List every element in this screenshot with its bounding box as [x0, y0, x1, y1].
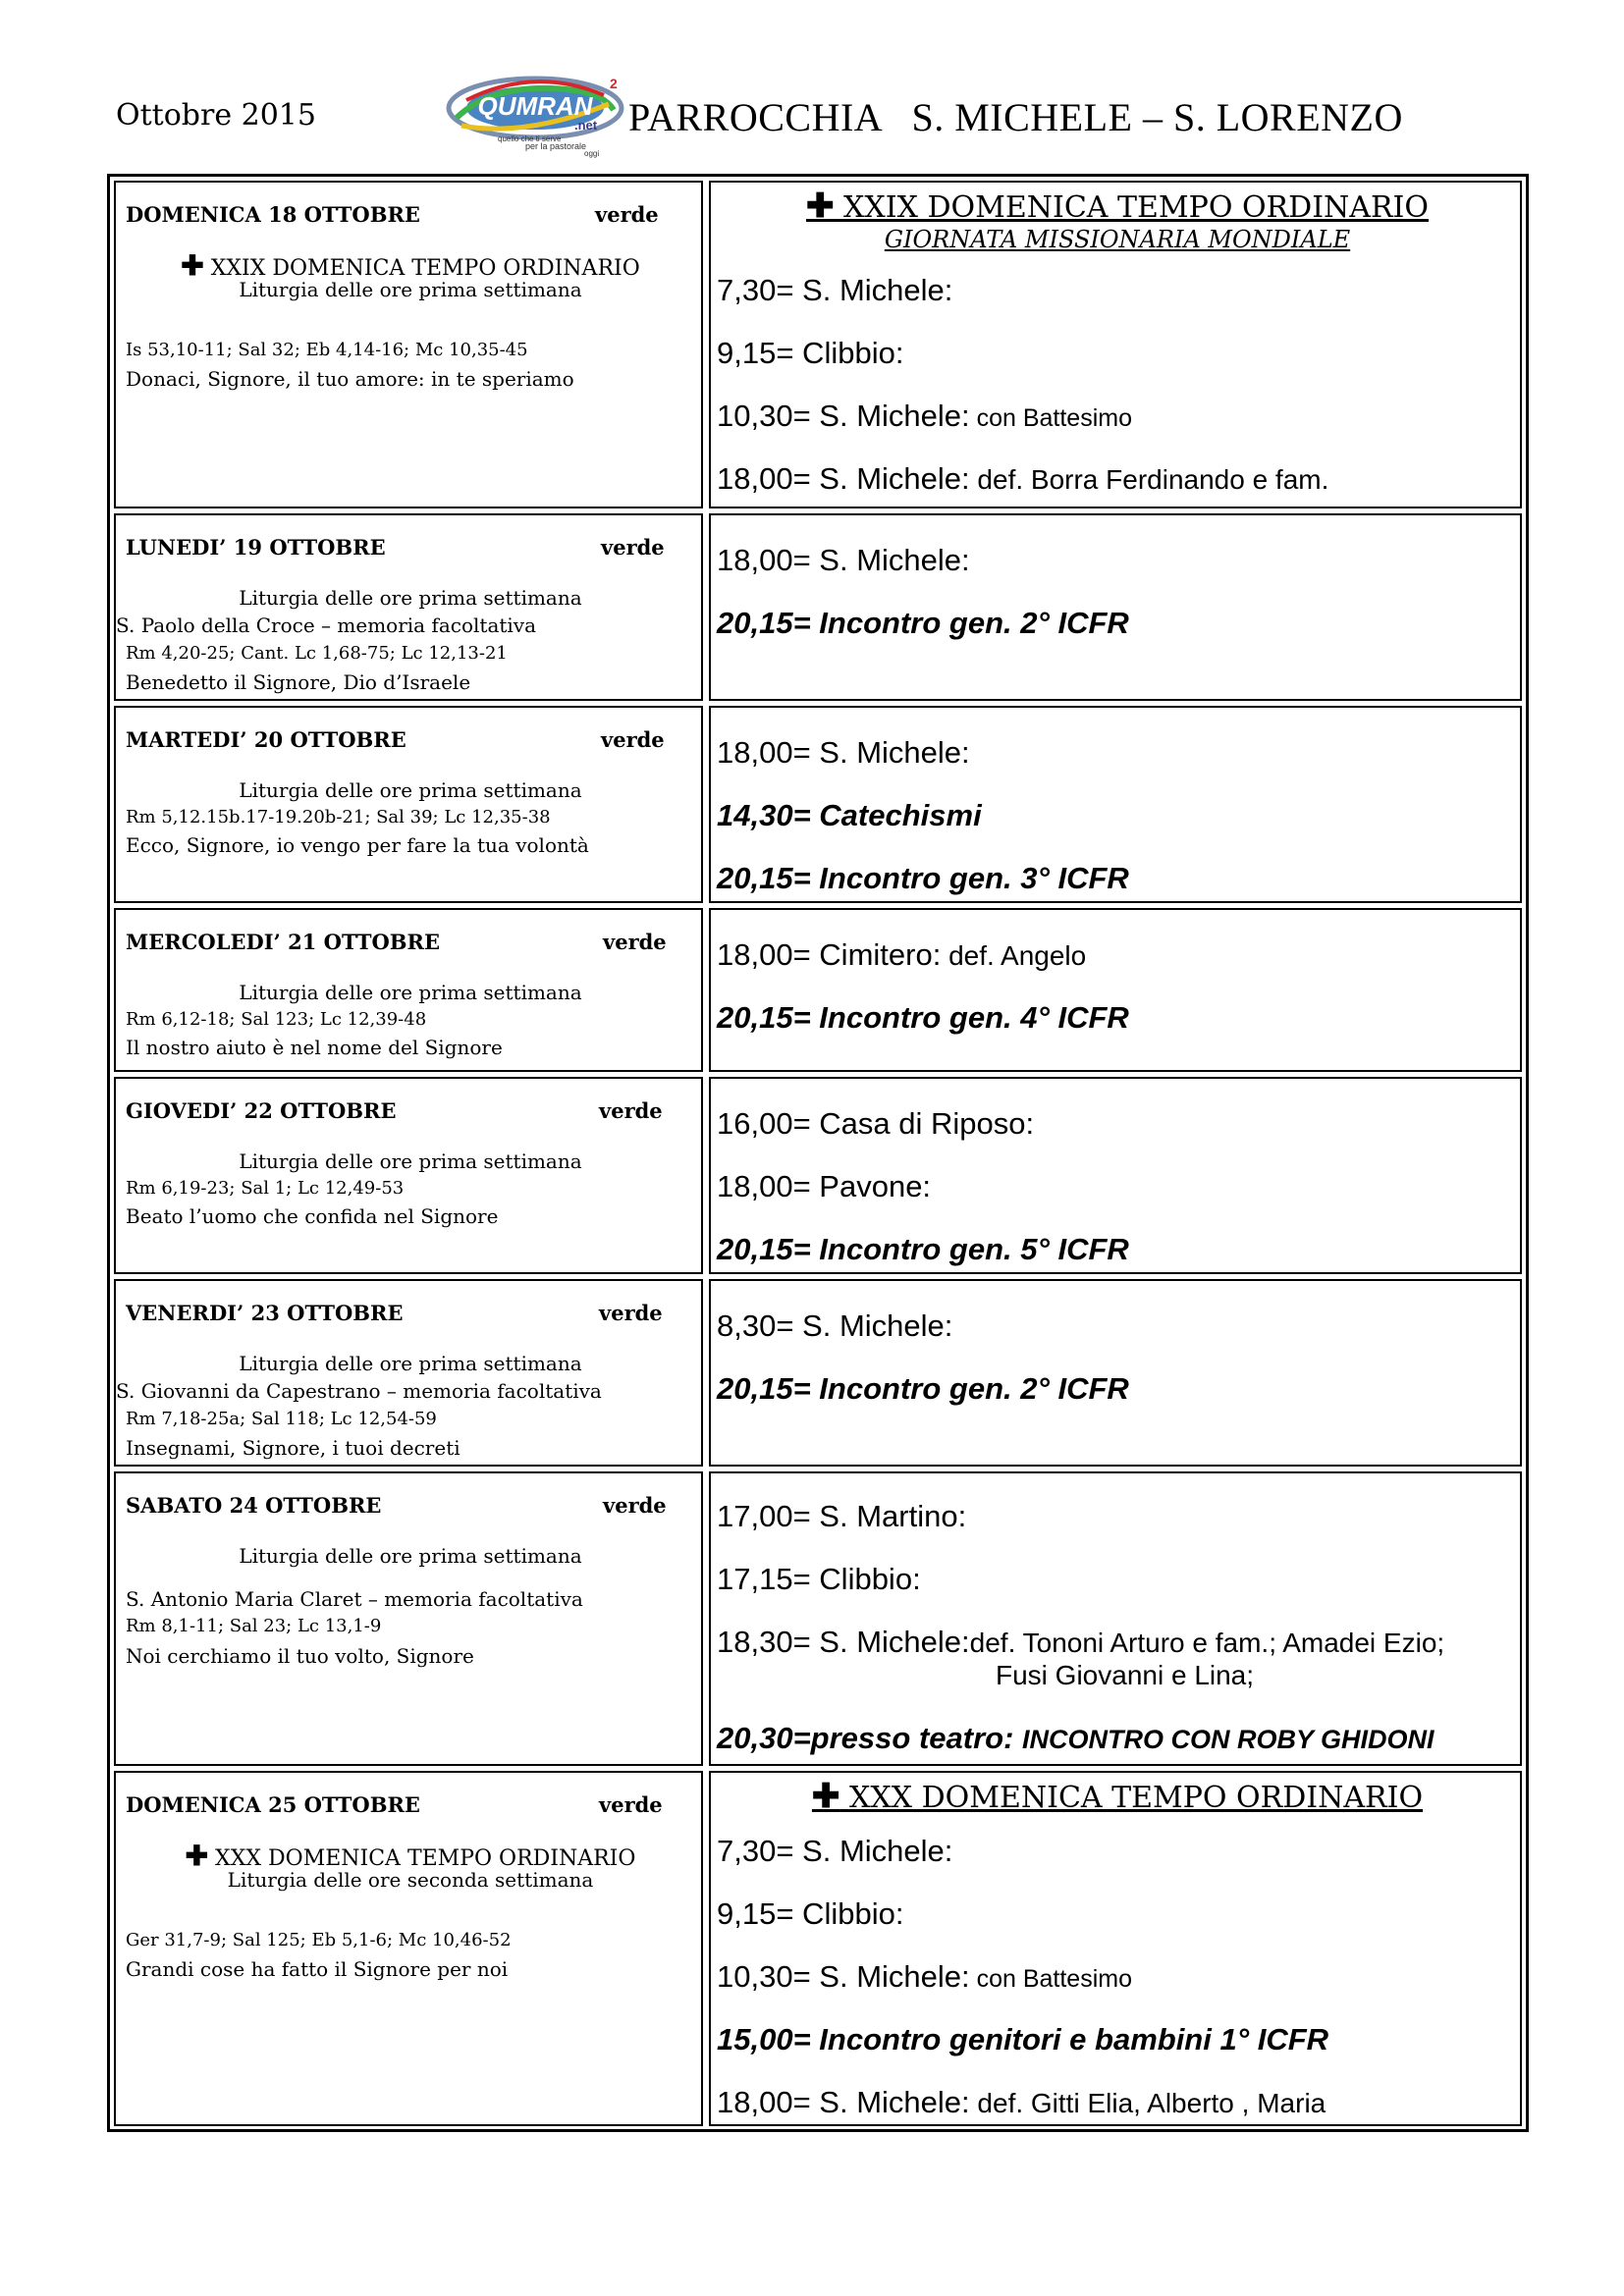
day-info-cell — [114, 706, 703, 903]
day-label: MARTEDI’ 20 OTTOBRE — [126, 727, 406, 752]
day-row-saturday-24 — [114, 1471, 1522, 1766]
day-label: DOMENICA 25 OTTOBRE — [126, 1792, 420, 1817]
right-feast-subtitle: GIORNATA MISSIONARIA MONDIALE — [884, 226, 1351, 253]
psalm-response: Grandi cose ha fatto il Signore per noi — [126, 1957, 509, 1981]
day-info-cell — [114, 181, 703, 508]
memoria: S. Giovanni da Capestrano – memoria facoltativa — [116, 1379, 602, 1403]
feast-title: ✚ XXIX DOMENICA TEMPO ORDINARIO — [181, 249, 640, 282]
day-label: DOMENICA 18 OTTOBRE — [126, 202, 420, 227]
logo-net: .net — [574, 118, 598, 133]
event-line: 10,30= S. Michele: con Battesimo — [717, 399, 1132, 433]
day-row-thursday-22 — [114, 1077, 1522, 1274]
event-line: 15,00= Incontro genitori e bambini 1° ICFR — [717, 2022, 1329, 2056]
day-info-cell — [114, 1279, 703, 1467]
event-line: 8,30= S. Michele: — [717, 1308, 953, 1343]
event-line: 17,00= S. Martino: — [717, 1499, 967, 1533]
event-line: 20,15= Incontro gen. 4° ICFR — [717, 1000, 1129, 1035]
liturgy-hours: Liturgia delle ore prima settimana — [239, 778, 582, 802]
schedule-table — [107, 174, 1529, 2132]
liturgical-color: verde — [603, 1493, 667, 1518]
psalm-response: Noi cerchiamo il tuo volto, Signore — [126, 1644, 474, 1668]
liturgy-hours: Liturgia delle ore prima settimana — [239, 981, 582, 1004]
event-line: 16,00= Casa di Riposo: — [717, 1106, 1035, 1141]
memoria: S. Antonio Maria Claret – memoria facoltativa — [126, 1587, 583, 1611]
readings: Rm 7,18-25a; Sal 118; Lc 12,54-59 — [126, 1409, 437, 1429]
event-line: 10,30= S. Michele: con Battesimo — [717, 1959, 1132, 1994]
logo-tagline-1: quello che ti serve — [498, 134, 562, 143]
liturgy-hours: Liturgia delle ore prima settimana — [239, 1544, 582, 1568]
liturgical-color: verde — [599, 1098, 663, 1123]
psalm-response: Il nostro aiuto è nel nome del Signore — [126, 1036, 503, 1059]
day-info-cell — [114, 908, 703, 1072]
event-line: 18,00= S. Michele: def. Borra Ferdinando e fam. — [717, 461, 1329, 496]
event-line: 7,30= S. Michele: — [717, 273, 953, 307]
day-row-wednesday-21 — [114, 908, 1522, 1072]
event-line: 18,00= Cimitero: def. Angelo — [717, 937, 1087, 972]
events-cell — [709, 706, 1522, 903]
day-row-monday-19 — [114, 513, 1522, 701]
events-cell — [709, 513, 1522, 701]
parish-title: PARROCCHIA S. MICHELE – S. LORENZO — [628, 95, 1403, 139]
readings: Rm 6,19-23; Sal 1; Lc 12,49-53 — [126, 1178, 405, 1199]
event-line: 9,15= Clibbio: — [717, 336, 904, 370]
readings: Ger 31,7-9; Sal 125; Eb 5,1-6; Mc 10,46-52 — [126, 1930, 512, 1950]
logo-text: QUMRAN — [477, 91, 593, 121]
day-info-cell — [114, 1471, 703, 1766]
cross-icon: ✚ — [185, 1840, 209, 1872]
day-row-friday-23 — [114, 1279, 1522, 1467]
psalm-response: Beato l’uomo che confida nel Signore — [126, 1204, 499, 1228]
psalm-response: Donaci, Signore, il tuo amore: in te speriamo — [126, 367, 574, 391]
liturgical-color: verde — [599, 1301, 663, 1325]
day-row-sunday-18 — [114, 181, 1522, 508]
day-label: VENERDI’ 23 OTTOBRE — [126, 1301, 404, 1325]
liturgical-color: verde — [599, 1792, 663, 1817]
liturgy-hours: Liturgia delle ore seconda settimana — [227, 1868, 594, 1892]
page-header — [0, 0, 1624, 172]
right-feast-title: ✚ XXX DOMENICA TEMPO ORDINARIO — [811, 1777, 1424, 1816]
liturgical-color: verde — [595, 202, 659, 227]
event-line: 18,00= Pavone: — [717, 1169, 932, 1203]
event-line: 20,15= Incontro gen. 5° ICFR — [717, 1232, 1129, 1266]
event-line: 20,30=presso teatro: INCONTRO CON ROBY GHIDONI — [717, 1721, 1435, 1755]
event-line: 17,15= Clibbio: — [717, 1562, 921, 1596]
liturgy-hours: Liturgia delle ore prima settimana — [239, 1149, 582, 1173]
events-cell — [709, 181, 1522, 508]
feast-title: ✚ XXX DOMENICA TEMPO ORDINARIO — [185, 1840, 636, 1872]
liturgy-hours: Liturgia delle ore prima settimana — [239, 1352, 582, 1375]
readings: Is 53,10-11; Sal 32; Eb 4,14-16; Mc 10,35-45 — [126, 340, 528, 360]
day-info-cell — [114, 1077, 703, 1274]
event-line: 18,00= S. Michele: — [717, 543, 970, 577]
svg-text:2: 2 — [610, 76, 618, 91]
day-info-cell — [114, 1771, 703, 2126]
readings: Rm 6,12-18; Sal 123; Lc 12,39-48 — [126, 1009, 427, 1030]
psalm-response: Insegnami, Signore, i tuoi decreti — [126, 1436, 460, 1460]
event-line: 20,15= Incontro gen. 3° ICFR — [717, 861, 1129, 895]
events-cell — [709, 1471, 1522, 1766]
day-label: SABATO 24 OTTOBRE — [126, 1493, 382, 1518]
liturgical-color: verde — [601, 727, 665, 752]
right-feast-title: ✚ XXIX DOMENICA TEMPO ORDINARIO — [805, 187, 1429, 226]
event-line: 18,00= S. Michele: def. Gitti Elia, Alberto , Maria — [717, 2085, 1326, 2119]
event-line-continuation: Fusi Giovanni e Lina; — [996, 1660, 1255, 1690]
day-label: MERCOLEDI’ 21 OTTOBRE — [126, 930, 440, 954]
events-cell — [709, 1077, 1522, 1274]
logo-tagline-3: oggi — [584, 149, 600, 158]
cross-icon: ✚ — [805, 187, 835, 226]
cross-icon: ✚ — [811, 1777, 840, 1816]
day-info-cell — [114, 513, 703, 701]
day-row-tuesday-20 — [114, 706, 1522, 903]
readings: Rm 8,1-11; Sal 23; Lc 13,1-9 — [126, 1616, 382, 1636]
event-line: 7,30= S. Michele: — [717, 1834, 953, 1868]
event-line: 9,15= Clibbio: — [717, 1896, 904, 1931]
psalm-response: Benedetto il Signore, Dio d’Israele — [126, 670, 471, 694]
event-line: 20,15= Incontro gen. 2° ICFR — [717, 606, 1129, 640]
day-label: GIOVEDI’ 22 OTTOBRE — [126, 1098, 397, 1123]
qumran-logo — [437, 61, 633, 159]
day-row-sunday-25 — [114, 1771, 1522, 2126]
event-line: 18,00= S. Michele: — [717, 735, 970, 770]
event-line: 18,30= S. Michele:def. Tononi Arturo e fam.; Amadei Ezio; — [717, 1625, 1445, 1659]
readings: Rm 4,20-25; Cant. Lc 1,68-75; Lc 12,13-21 — [126, 643, 508, 664]
liturgical-color: verde — [603, 930, 667, 954]
day-label: LUNEDI’ 19 OTTOBRE — [126, 535, 386, 560]
cross-icon: ✚ — [181, 249, 204, 282]
liturgical-color: verde — [601, 535, 665, 560]
month-label: Ottobre 2015 — [116, 98, 316, 133]
liturgy-hours: Liturgia delle ore prima settimana — [239, 586, 582, 610]
logo-tagline-2: per la pastorale — [525, 141, 587, 151]
events-cell — [709, 1771, 1522, 2126]
events-cell — [709, 1279, 1522, 1467]
event-line: 20,15= Incontro gen. 2° ICFR — [717, 1371, 1129, 1406]
psalm-response: Ecco, Signore, io vengo per fare la tua volontà — [126, 833, 589, 857]
memoria: S. Paolo della Croce – memoria facoltativa — [116, 614, 537, 637]
liturgy-hours: Liturgia delle ore prima settimana — [239, 278, 582, 301]
event-line: 14,30= Catechismi — [717, 798, 982, 832]
events-cell — [709, 908, 1522, 1072]
readings: Rm 5,12.15b.17-19.20b-21; Sal 39; Lc 12,35-38 — [126, 807, 551, 828]
